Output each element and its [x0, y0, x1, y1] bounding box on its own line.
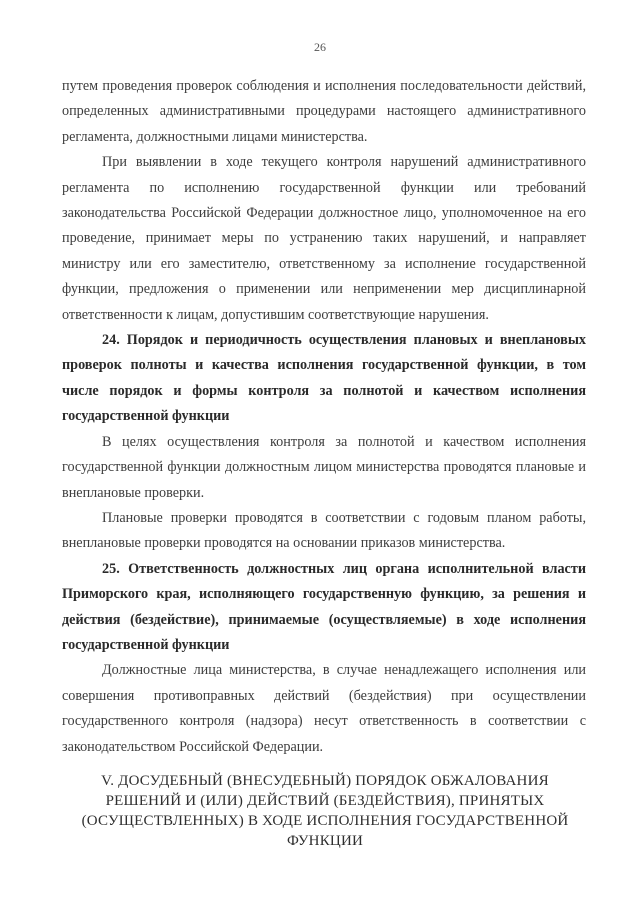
paragraph-planned-inspections: Плановые проверки проводятся в соответствии с годовым планом работы, внеплановые проверки проводятся на основании приказов министерства. [62, 509, 586, 552]
section-v-title: V. ДОСУДЕБНЫЙ (ВНЕСУДЕБНЫЙ) ПОРЯДОК ОБЖАЛОВАНИЯ РЕШЕНИЙ И (ИЛИ) ДЕЙСТВИЙ (БЕЗДЕЙСТВИЯ), ПРИНЯТЫХ (ОСУЩЕСТВЛЕННЫХ) В ХОДЕ ИСПОЛНЕНИЯ ГОСУДАРСТВЕННОЙ ФУНКЦИИ [81, 773, 569, 849]
paragraph-violations: При выявлении в ходе текущего контроля нарушений административного регламента по исполнению государственной функции или требований законодательства Российской Федерации должностное лицо, уполномоченное на его проведение, принимает меры по устранению таких нарушений, и направляет министру или его заместителю, ответственному за исполнение государственной функции, предложения о применении или неприменении мер дисциплинарной ответственности к лицам, допустившим соответствующие нарушения. [62, 154, 586, 323]
heading-section-24: 24. Порядок и периодичность осуществления плановых и внеплановых проверок полноты и качества исполнения государственной функции, в том числе порядок и формы контроля за полнотой и качеством исполнения государственной функции [62, 332, 586, 425]
paragraph-officials-responsibility: Должностные лица министерства, в случае ненадлежащего исполнения или совершения противоправных действий (бездействия) при осуществлении государственного контроля (надзора) несут ответственность в соответствии с законодательством Российской Федерации. [62, 662, 586, 755]
paragraph-continuation: путем проведения проверок соблюдения и исполнения последовательности действий, определенных административными процедурами настоящего административного регламента, должностными лицами министерства. [62, 78, 586, 145]
heading-section-25: 25. Ответственность должностных лиц органа исполнительной власти Приморского края, исполняющего государственную функцию, за решения и действия (бездействие), принимаемые (осуществляемые) в ходе исполнения государственной функции [62, 560, 586, 653]
margin-scan-mark [633, 720, 636, 760]
page-number: 26 [314, 40, 326, 54]
document-body [62, 74, 586, 760]
paragraph-control-purposes: В целях осуществления контроля за полнотой и качеством исполнения государственной функции должностным лицом министерства проводятся плановые и внеплановые проверки. [62, 433, 586, 501]
